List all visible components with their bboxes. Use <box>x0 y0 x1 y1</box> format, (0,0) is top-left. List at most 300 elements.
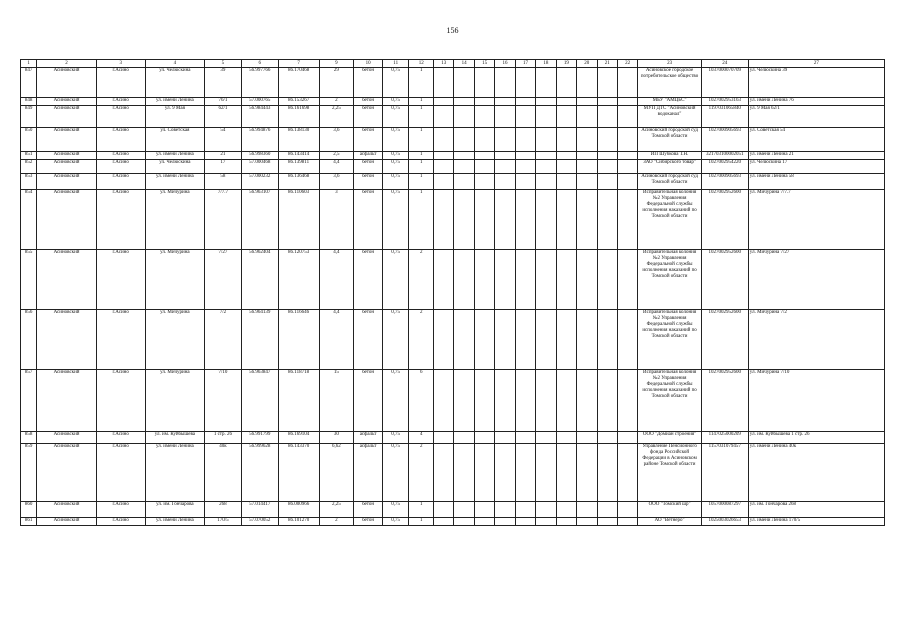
cell-house: 7/7.7 <box>205 190 242 250</box>
cell-house: 7/2 <box>205 310 242 370</box>
cell-empty <box>454 310 474 370</box>
cell-volume: 0,75 <box>382 174 409 190</box>
cell-empty <box>556 98 576 106</box>
cell-empty <box>577 432 597 444</box>
cell-house: 7/10 <box>205 370 242 432</box>
cell-no: 854 <box>21 190 37 250</box>
cell-lat: 57.070052 <box>241 518 278 526</box>
cell-no: 860 <box>21 502 37 518</box>
cell-no: 847 <box>21 68 37 98</box>
cell-empty <box>617 518 637 526</box>
cell-lat: 56.962404 <box>241 250 278 310</box>
cell-empty <box>434 68 454 98</box>
cell-empty <box>474 152 494 160</box>
cell-volume: 0,75 <box>382 310 409 370</box>
cell-lat: 57.014417 <box>241 502 278 518</box>
cell-empty <box>597 68 617 98</box>
cell-area: 2,25 <box>319 106 354 128</box>
cell-district: Асиновский <box>37 106 96 128</box>
column-number: 20 <box>577 60 597 68</box>
cell-empty <box>597 106 617 128</box>
cell-area: 15 <box>319 370 354 432</box>
cell-empty <box>495 152 515 160</box>
cell-empty <box>617 190 637 250</box>
cell-empty <box>454 190 474 250</box>
cell-empty <box>495 174 515 190</box>
cell-empty <box>556 152 576 160</box>
cell-ogrn: 1027002952600 <box>701 310 748 370</box>
cell-street: ул. имени Ленина <box>145 518 204 526</box>
cell-empty <box>434 160 454 174</box>
cell-empty <box>434 152 454 160</box>
cell-empty <box>454 106 474 128</box>
cell-house: 268 <box>205 502 242 518</box>
cell-lon: 86.139811 <box>278 160 319 174</box>
cell-town: г.Асино <box>96 128 145 152</box>
cell-town: г.Асино <box>96 444 145 502</box>
cell-empty <box>454 518 474 526</box>
cell-district: Асиновский <box>37 310 96 370</box>
cell-count: 2 <box>409 310 434 370</box>
cell-area: 4,4 <box>319 250 354 310</box>
column-number: 3 <box>96 60 145 68</box>
page-number: 156 <box>446 26 459 35</box>
column-number: 5 <box>205 60 242 68</box>
cell-town: г.Асино <box>96 190 145 250</box>
cell-volume: 0,75 <box>382 432 409 444</box>
cell-empty <box>577 518 597 526</box>
cell-empty <box>515 152 535 160</box>
cell-empty <box>474 98 494 106</box>
register-table <box>20 59 885 526</box>
cell-empty <box>515 310 535 370</box>
cell-count: 6 <box>409 370 434 432</box>
cell-empty <box>495 68 515 98</box>
cell-empty <box>597 444 617 502</box>
cell-ogrn: 1157031079457 <box>701 444 748 502</box>
cell-street: ул. 9 Мая <box>145 106 204 128</box>
cell-empty <box>617 174 637 190</box>
cell-empty <box>454 174 474 190</box>
cell-address: ул. имени Ленина 40к <box>748 444 884 502</box>
cell-count: 1 <box>409 98 434 106</box>
cell-lon: 86.110603 <box>278 190 319 250</box>
table-row <box>21 518 885 526</box>
cell-house: 40к <box>205 444 242 502</box>
cell-empty <box>434 444 454 502</box>
column-number: 4 <box>145 60 204 68</box>
cell-empty <box>597 190 617 250</box>
cell-address: ул. имени Ленина 170/5 <box>748 518 884 526</box>
column-number: 18 <box>536 60 556 68</box>
cell-address: ул. Мичурина 7/10 <box>748 370 884 432</box>
cell-empty <box>454 444 474 502</box>
cell-empty <box>495 432 515 444</box>
table-row <box>21 152 885 160</box>
table-row <box>21 98 885 106</box>
cell-count: 1 <box>409 174 434 190</box>
cell-empty <box>474 106 494 128</box>
cell-empty <box>434 98 454 106</box>
cell-lon: 86.143370 <box>278 444 319 502</box>
cell-owner: Исправительная колония №2 Управления Федеральной службы исполнения наказаний по Томской области <box>638 250 701 310</box>
cell-lon: 86.101270 <box>278 518 319 526</box>
cell-count: 2 <box>409 444 434 502</box>
cell-town: г.Асино <box>96 432 145 444</box>
cell-district: Асиновский <box>37 518 96 526</box>
cell-town: г.Асино <box>96 68 145 98</box>
cell-address: ул. им. Гончарова 268 <box>748 502 884 518</box>
column-number: 16 <box>495 60 515 68</box>
cell-address: ул. Мичурина 7/7.7 <box>748 190 884 250</box>
table-row <box>21 370 885 432</box>
cell-no: 852 <box>21 160 37 174</box>
cell-owner: Асиновский городской суд Томской области <box>638 128 701 152</box>
cell-empty <box>495 98 515 106</box>
cell-area: 3,6 <box>319 128 354 152</box>
cell-empty <box>454 68 474 98</box>
cell-ogrn: 321703100002051 <box>701 152 748 160</box>
cell-address: ул. имени Ленина 21 <box>748 152 884 160</box>
cell-empty <box>515 98 535 106</box>
cell-district: Асиновский <box>37 98 96 106</box>
cell-surface: асфальт <box>354 444 383 502</box>
cell-ogrn: 1027002953163 <box>701 98 748 106</box>
cell-empty <box>577 128 597 152</box>
cell-empty <box>454 152 474 160</box>
cell-address: ул. Мичурина 7/2 <box>748 310 884 370</box>
cell-volume: 0,75 <box>382 190 409 250</box>
cell-surface: бетон <box>354 128 383 152</box>
cell-empty <box>454 98 474 106</box>
cell-empty <box>617 310 637 370</box>
cell-empty <box>556 250 576 310</box>
cell-ogrn: 1027002952600 <box>701 370 748 432</box>
table-row <box>21 502 885 518</box>
cell-lat: 56.984443 <box>241 106 278 128</box>
cell-surface: бетон <box>354 502 383 518</box>
cell-street: ул. Челюскина <box>145 160 204 174</box>
cell-empty <box>474 174 494 190</box>
cell-empty <box>556 160 576 174</box>
cell-empty <box>515 106 535 128</box>
cell-empty <box>434 310 454 370</box>
cell-lon: 86.120753 <box>278 250 319 310</box>
cell-empty <box>617 370 637 432</box>
cell-empty <box>536 160 556 174</box>
cell-count: 1 <box>409 190 434 250</box>
cell-surface: бетон <box>354 98 383 106</box>
column-number: 10 <box>354 60 383 68</box>
column-number: 9 <box>319 60 354 68</box>
cell-town: г.Асино <box>96 160 145 174</box>
cell-empty <box>556 518 576 526</box>
cell-street: ул. Советская <box>145 128 204 152</box>
cell-empty <box>474 68 494 98</box>
cell-empty <box>577 106 597 128</box>
cell-empty <box>577 68 597 98</box>
cell-address: ул. Челюскина 39 <box>748 68 884 98</box>
cell-address: ул. Мичурина 7/27 <box>748 250 884 310</box>
cell-area: 3 <box>319 190 354 250</box>
cell-district: Асиновский <box>37 444 96 502</box>
cell-empty <box>556 128 576 152</box>
cell-district: Асиновский <box>37 502 96 518</box>
cell-owner: МУП ДТС "Асиновский водоканал" <box>638 106 701 128</box>
cell-empty <box>515 68 535 98</box>
column-number: 6 <box>241 60 278 68</box>
cell-address: ул. имени Ленина 76 <box>748 98 884 106</box>
cell-volume: 0,75 <box>382 106 409 128</box>
cell-empty <box>515 128 535 152</box>
cell-lon: 86.138130 <box>278 128 319 152</box>
column-number: 23 <box>638 60 701 68</box>
cell-street: ул. Мичурина <box>145 190 204 250</box>
cell-address: ул. Челюскина 17 <box>748 160 884 174</box>
cell-owner: АО "Ветнеро" <box>638 518 701 526</box>
cell-house: 62/1 <box>205 106 242 128</box>
cell-empty <box>474 250 494 310</box>
cell-count: 1 <box>409 106 434 128</box>
cell-area: 2 <box>319 518 354 526</box>
cell-empty <box>474 190 494 250</box>
cell-empty <box>536 432 556 444</box>
cell-district: Асиновский <box>37 174 96 190</box>
cell-surface: бетон <box>354 174 383 190</box>
cell-no: 849 <box>21 106 37 128</box>
table-row <box>21 444 885 502</box>
cell-address: ул. Советская 54 <box>748 128 884 152</box>
cell-empty <box>515 444 535 502</box>
cell-empty <box>495 370 515 432</box>
cell-empty <box>597 502 617 518</box>
cell-empty <box>454 128 474 152</box>
column-number: 24 <box>701 60 748 68</box>
cell-volume: 0,75 <box>382 444 409 502</box>
cell-count: 1 <box>409 160 434 174</box>
cell-empty <box>577 174 597 190</box>
cell-surface: бетон <box>354 106 383 128</box>
cell-lat: 57.000232 <box>241 174 278 190</box>
cell-empty <box>617 160 637 174</box>
cell-empty <box>577 160 597 174</box>
cell-owner: МБУ "АМЦБС" <box>638 98 701 106</box>
cell-empty <box>495 106 515 128</box>
column-number: 17 <box>515 60 535 68</box>
cell-surface: асфальт <box>354 152 383 160</box>
cell-no: 855 <box>21 250 37 310</box>
cell-lat: 56.963107 <box>241 190 278 250</box>
cell-empty <box>577 98 597 106</box>
table-row <box>21 250 885 310</box>
cell-empty <box>495 160 515 174</box>
cell-empty <box>597 432 617 444</box>
cell-no: 848 <box>21 98 37 106</box>
header-row <box>21 60 885 68</box>
cell-empty <box>536 106 556 128</box>
cell-empty <box>617 98 637 106</box>
cell-empty <box>515 518 535 526</box>
cell-area: 2,25 <box>319 502 354 518</box>
cell-empty <box>434 518 454 526</box>
cell-lat: 56.998360 <box>241 152 278 160</box>
cell-area: 2,5 <box>319 152 354 160</box>
column-number: 15 <box>474 60 494 68</box>
cell-owner: Исправительная колония №2 Управления Федеральной службы исполнения наказаний по Томской области <box>638 370 701 432</box>
cell-no: 853 <box>21 174 37 190</box>
cell-empty <box>536 518 556 526</box>
cell-empty <box>556 502 576 518</box>
cell-empty <box>617 444 637 502</box>
cell-empty <box>556 444 576 502</box>
cell-volume: 0,75 <box>382 98 409 106</box>
cell-no: 859 <box>21 444 37 502</box>
cell-town: г.Асино <box>96 370 145 432</box>
cell-empty <box>495 444 515 502</box>
cell-district: Асиновский <box>37 432 96 444</box>
cell-town: г.Асино <box>96 250 145 310</box>
cell-volume: 0,75 <box>382 68 409 98</box>
cell-house: 21 <box>205 152 242 160</box>
cell-ogrn: 1027000905693 <box>701 128 748 152</box>
cell-count: 1 <box>409 128 434 152</box>
cell-count: 1 <box>409 68 434 98</box>
column-number: 14 <box>454 60 474 68</box>
cell-ogrn: 1025003026653 <box>701 518 748 526</box>
cell-lon: 86.116646 <box>278 310 319 370</box>
cell-empty <box>617 128 637 152</box>
cell-town: г.Асино <box>96 518 145 526</box>
cell-lon: 86.143414 <box>278 152 319 160</box>
cell-house: 76/1 <box>205 98 242 106</box>
cell-house: 170/5 <box>205 518 242 526</box>
cell-owner: ИП Шубкова Т.Н. <box>638 152 701 160</box>
cell-empty <box>556 432 576 444</box>
cell-empty <box>474 370 494 432</box>
cell-ogrn: 1027002952600 <box>701 250 748 310</box>
cell-empty <box>515 432 535 444</box>
cell-empty <box>474 502 494 518</box>
cell-empty <box>577 190 597 250</box>
cell-owner: ЗАО "Сибирского товар" <box>638 160 701 174</box>
cell-count: 1 <box>409 502 434 518</box>
cell-empty <box>454 370 474 432</box>
cell-empty <box>556 174 576 190</box>
cell-town: г.Асино <box>96 502 145 518</box>
cell-house: 7/27 <box>205 250 242 310</box>
cell-empty <box>556 106 576 128</box>
cell-ogrn: 1057000087297 <box>701 502 748 518</box>
column-number: 7 <box>278 60 319 68</box>
cell-empty <box>556 370 576 432</box>
cell-lon: 86.153267 <box>278 98 319 106</box>
cell-empty <box>597 250 617 310</box>
cell-lon: 86.136468 <box>278 174 319 190</box>
column-number: 2 <box>37 60 96 68</box>
column-number: 13 <box>434 60 454 68</box>
cell-ogrn: 1197031065840 <box>701 106 748 128</box>
cell-owner: ООО "Томский шр" <box>638 502 701 518</box>
cell-area: 4,4 <box>319 160 354 174</box>
cell-empty <box>577 250 597 310</box>
cell-street: ул. Мичурина <box>145 370 204 432</box>
cell-lat: 56.994876 <box>241 128 278 152</box>
cell-empty <box>577 444 597 502</box>
table-row <box>21 190 885 250</box>
cell-empty <box>474 160 494 174</box>
cell-volume: 0,75 <box>382 160 409 174</box>
table-row <box>21 106 885 128</box>
cell-surface: бетон <box>354 310 383 370</box>
cell-empty <box>434 190 454 250</box>
cell-empty <box>515 174 535 190</box>
cell-surface: бетон <box>354 250 383 310</box>
cell-area: 29 <box>319 68 354 98</box>
cell-lat: 56.999628 <box>241 444 278 502</box>
cell-lon: 86.170468 <box>278 68 319 98</box>
cell-empty <box>495 518 515 526</box>
cell-empty <box>434 106 454 128</box>
cell-empty <box>617 502 637 518</box>
cell-district: Асиновский <box>37 190 96 250</box>
cell-empty <box>536 310 556 370</box>
cell-district: Асиновский <box>37 152 96 160</box>
cell-house: 58 <box>205 174 242 190</box>
cell-volume: 0,75 <box>382 502 409 518</box>
cell-volume: 0,75 <box>382 370 409 432</box>
cell-no: 857 <box>21 370 37 432</box>
cell-street: ул. им. Куйбышева <box>145 432 204 444</box>
cell-ogrn: 1147025000209 <box>701 432 748 444</box>
cell-empty <box>556 190 576 250</box>
cell-empty <box>617 250 637 310</box>
cell-empty <box>495 250 515 310</box>
cell-empty <box>434 174 454 190</box>
cell-empty <box>617 68 637 98</box>
table-row <box>21 68 885 98</box>
cell-empty <box>434 370 454 432</box>
cell-district: Асиновский <box>37 160 96 174</box>
cell-lat: 56.997766 <box>241 68 278 98</box>
cell-empty <box>597 128 617 152</box>
cell-area: 3,6 <box>319 174 354 190</box>
cell-volume: 0,75 <box>382 518 409 526</box>
cell-volume: 0,75 <box>382 250 409 310</box>
table-row <box>21 432 885 444</box>
column-number: 11 <box>382 60 409 68</box>
cell-empty <box>536 502 556 518</box>
cell-lat: 57.000468 <box>241 160 278 174</box>
cell-lat: 56.964139 <box>241 310 278 370</box>
cell-ogrn: 1037000070709 <box>701 68 748 98</box>
cell-owner: ООО "Домиан строения" <box>638 432 701 444</box>
cell-street: ул. имени Ленина <box>145 444 204 502</box>
cell-lat: 56.991799 <box>241 432 278 444</box>
cell-empty <box>617 432 637 444</box>
cell-street: ул. имени Ленина <box>145 98 204 106</box>
cell-surface: бетон <box>354 160 383 174</box>
cell-empty <box>434 432 454 444</box>
cell-owner: Асиновское городское потребительское общество <box>638 68 701 98</box>
cell-no: 861 <box>21 518 37 526</box>
column-number: 27 <box>748 60 884 68</box>
cell-count: 2 <box>409 250 434 310</box>
cell-ogrn: 1027000905693 <box>701 174 748 190</box>
cell-empty <box>474 128 494 152</box>
cell-no: 858 <box>21 432 37 444</box>
cell-district: Асиновский <box>37 128 96 152</box>
table-row <box>21 310 885 370</box>
